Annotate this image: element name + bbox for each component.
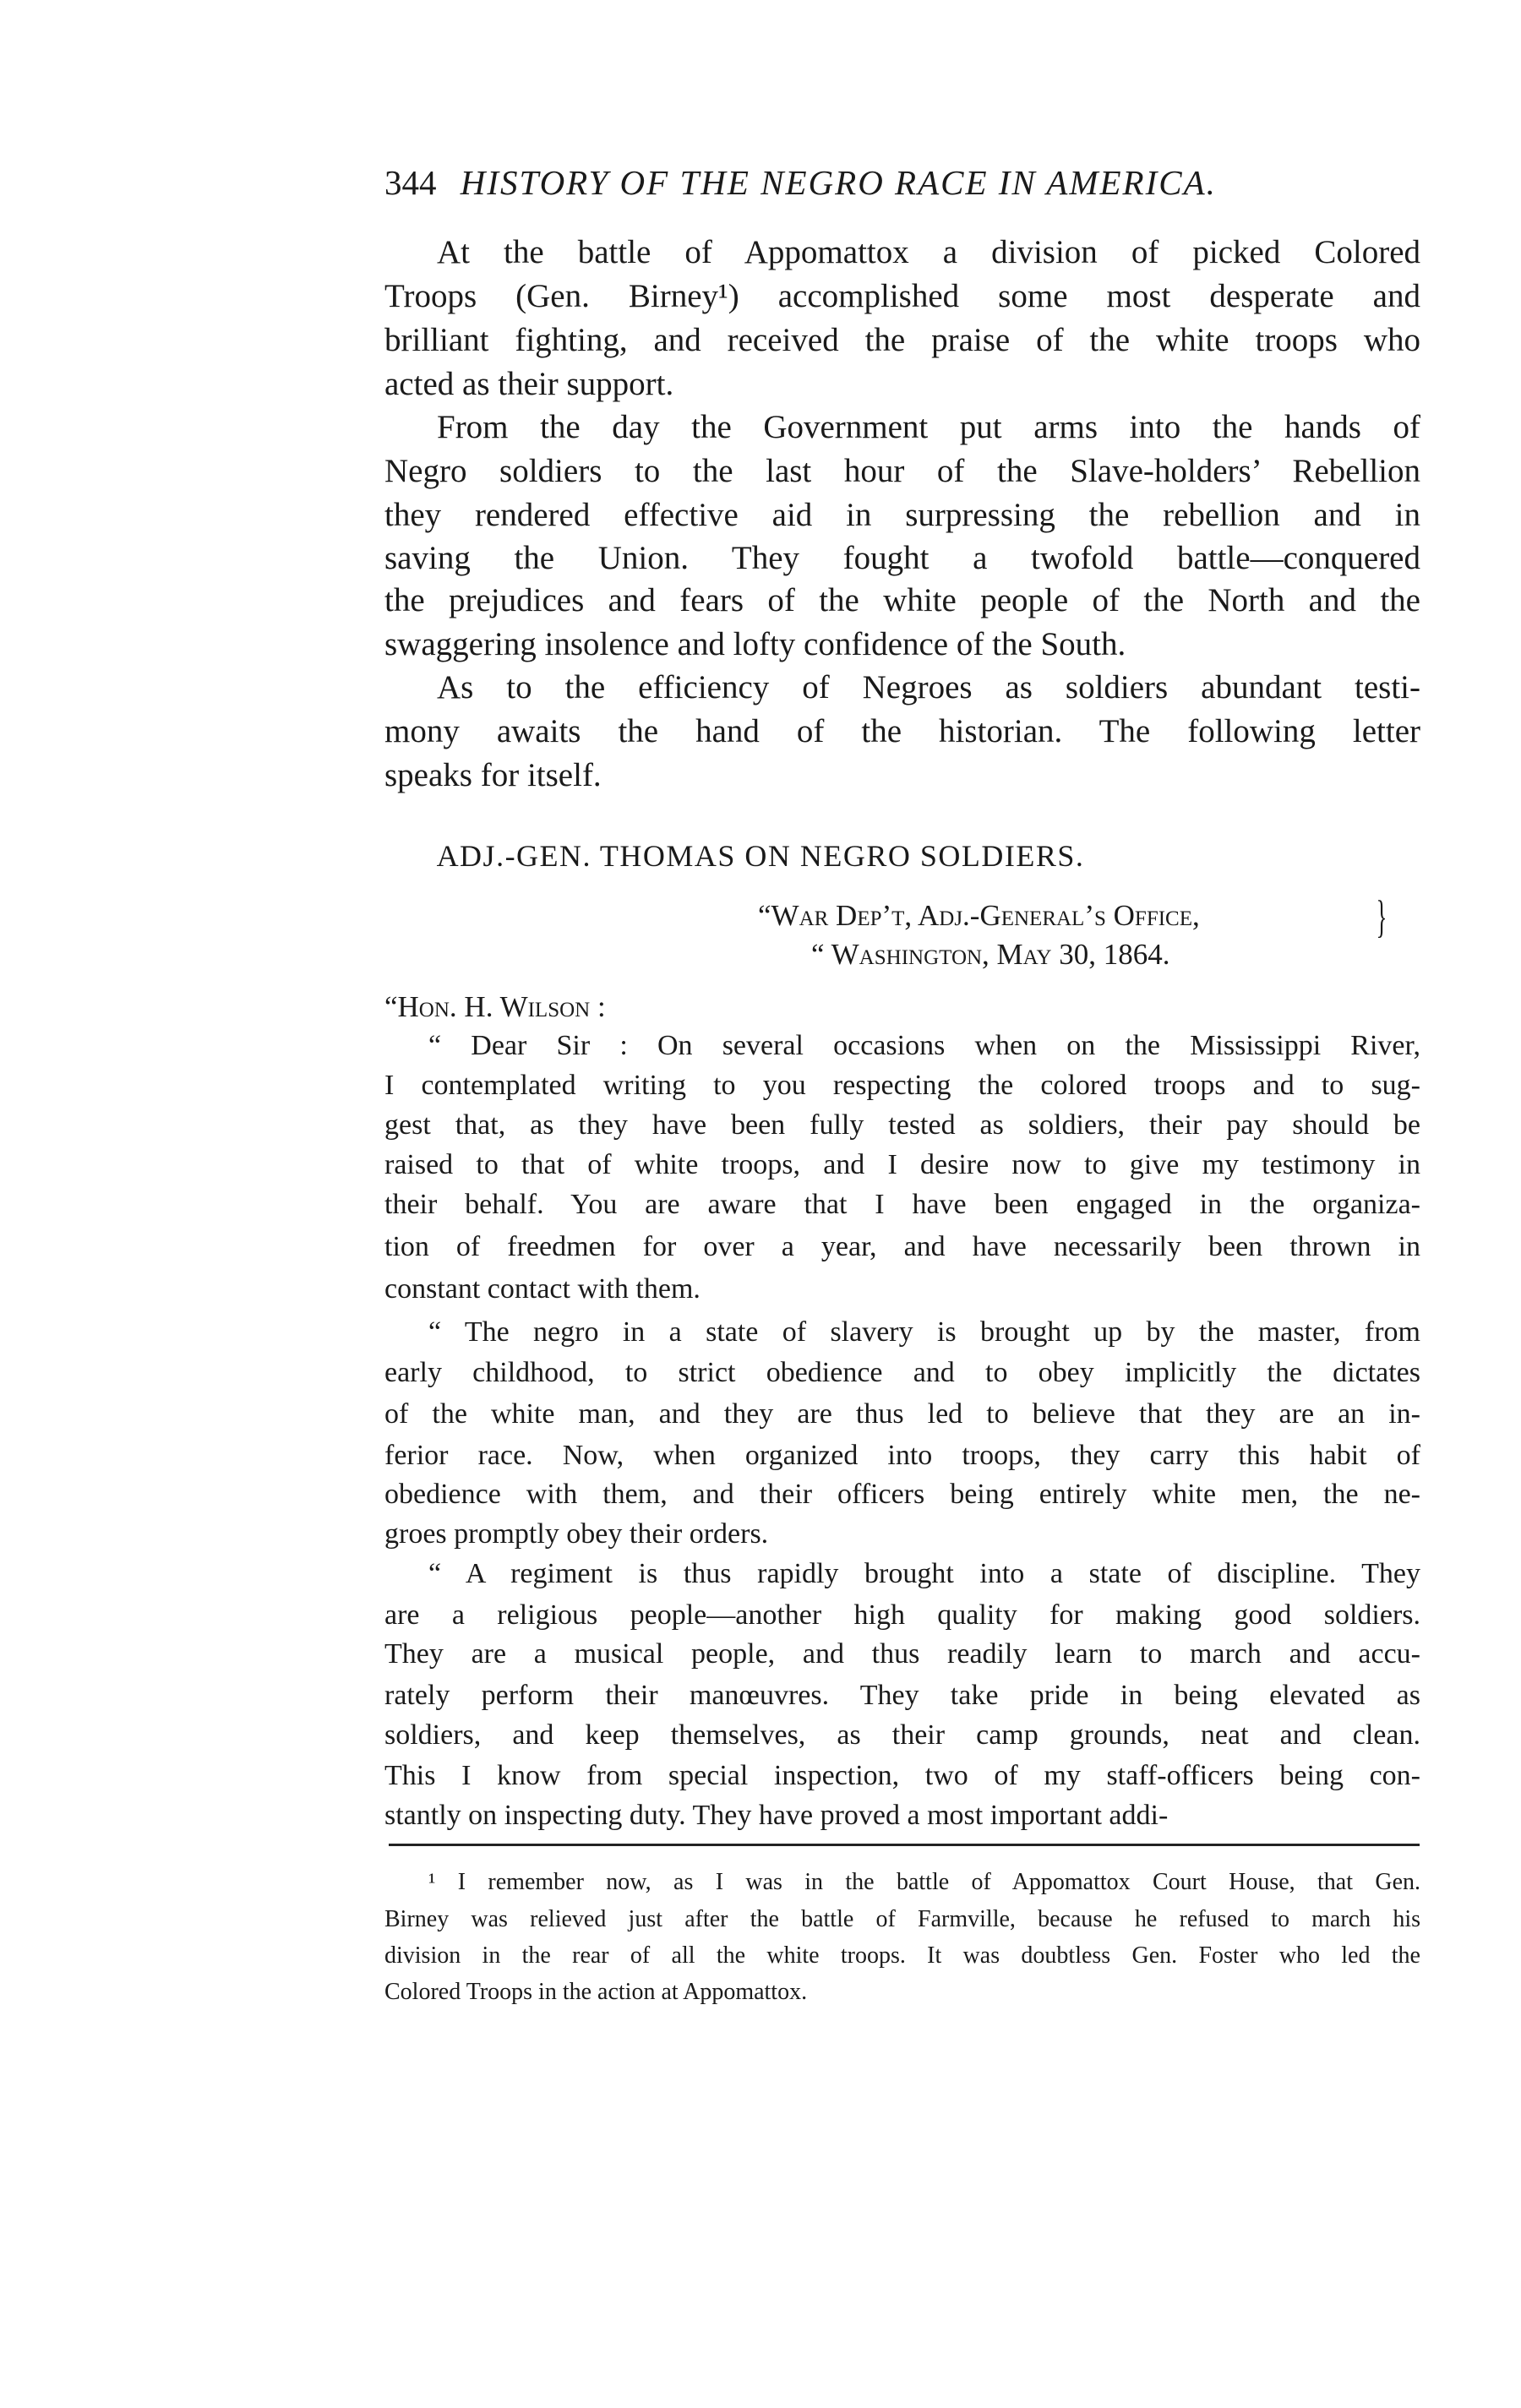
text-line: raised to that of white troops, and I desire now to give my testimony in [384, 1149, 1420, 1180]
text-line: are a religious people—another high quality for making good soldiers. [384, 1599, 1420, 1631]
text-line: At the battle of Appomattox a division of picked Colored [437, 234, 1420, 270]
text-line: This I know from special inspection, two of my staff-officers being con- [384, 1760, 1420, 1791]
text-line: obedience with them, and their officers being entirely white men, the ne- [384, 1479, 1420, 1510]
text-line: rately perform their manœuvres. They take pride in being elevated as [384, 1680, 1420, 1711]
text-line: ferior race. Now, when organized into troops, they carry this habit of [384, 1440, 1420, 1471]
section-heading: ADJ.-GEN. THOMAS ON NEGRO SOLDIERS. [436, 839, 1085, 873]
text-line: gest that, as they have been fully tested as soldiers, their pay should be [384, 1109, 1420, 1141]
text-line: They are a musical people, and thus readily learn to march and accu- [384, 1638, 1420, 1670]
text-line: acted as their support. [384, 366, 674, 402]
text-line: groes promptly obey their orders. [384, 1518, 769, 1550]
text-line: division in the rear of all the white troops. It was doubtless Gen. Foster who led the [384, 1942, 1420, 1969]
text-line: As to the efficiency of Negroes as soldiers abundant testi- [437, 669, 1420, 706]
dateline-line2: “ Washington, May 30, 1864. [811, 938, 1170, 971]
text-line: Troops (Gen. Birney¹) accomplished some most desperate and [384, 278, 1420, 314]
text-line: the prejudices and fears of the white people of the North and the [384, 582, 1420, 618]
text-line: they rendered effective aid in surpressing the rebellion and in [384, 497, 1420, 533]
text-line: From the day the Government put arms into the hands of [437, 409, 1420, 445]
text-line: stantly on inspecting duty. They have proved a most important addi- [384, 1800, 1169, 1831]
text-line: soldiers, and keep themselves, as their camp grounds, neat and clean. [384, 1719, 1420, 1751]
text-line: early childhood, to strict obedience and to obey implicitly the dictates [384, 1357, 1420, 1388]
text-line: “ A regiment is thus rapidly brought into a state of discipline. They [428, 1558, 1420, 1589]
text-line: their behalf. You are aware that I have been engaged in the organiza- [384, 1189, 1420, 1220]
text-line: mony awaits the hand of the historian. The following letter [384, 713, 1420, 749]
dateline-line1: “War Dep’t, Adj.-General’s Office, [758, 899, 1200, 932]
text-line: constant contact with them. [384, 1273, 701, 1305]
text-line: ¹ I remember now, as I was in the battle of Appomattox Court House, that Gen. [428, 1869, 1420, 1895]
page-number: 344 [384, 163, 437, 202]
text-line: Colored Troops in the action at Appomattox. [384, 1979, 808, 2005]
text-line: tion of freedmen for over a year, and have necessarily been thrown in [384, 1231, 1420, 1262]
text-line: “ Dear Sir : On several occasions when on the Mississippi River, [428, 1030, 1420, 1061]
brace: } [1376, 891, 1387, 942]
running-title: HISTORY OF THE NEGRO RACE IN AMERICA. [460, 163, 1217, 202]
text-line: “ The negro in a state of slavery is brought up by the master, from [428, 1316, 1420, 1348]
text-line: Negro soldiers to the last hour of the Slave-holders’ Rebellion [384, 453, 1420, 489]
text-line: of the white man, and they are thus led to believe that they are an in- [384, 1398, 1420, 1430]
salutation: “Hon. H. Wilson : [384, 990, 606, 1023]
text-line: I contemplated writing to you respecting the colored troops and to sug- [384, 1070, 1420, 1101]
text-line: swaggering insolence and lofty confidence of the South. [384, 626, 1126, 662]
running-header [384, 159, 1217, 206]
footnote-rule [389, 1844, 1420, 1846]
text-line: Birney was relieved just after the battle of Farmville, because he refused to march his [384, 1906, 1420, 1932]
text-line: speaks for itself. [384, 757, 602, 793]
text-line: saving the Union. They fought a twofold battle—conquered [384, 540, 1420, 576]
text-line: brilliant fighting, and received the praise of the white troops who [384, 322, 1420, 358]
